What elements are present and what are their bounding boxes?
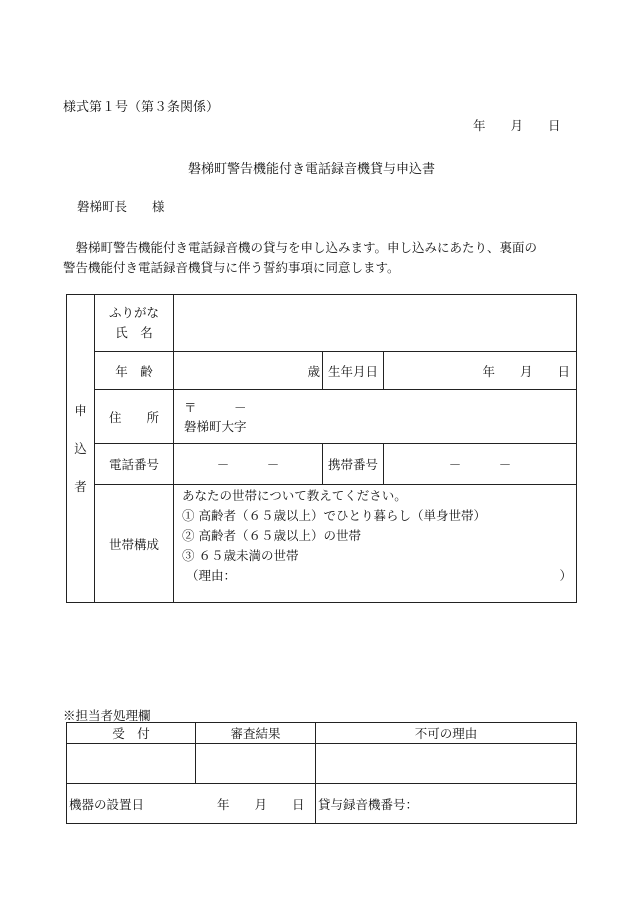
name-field[interactable]	[174, 295, 577, 352]
applicant-table	[66, 294, 577, 603]
addressee: 磐梯町長 様	[77, 199, 165, 214]
age-field[interactable]	[174, 352, 323, 390]
install-date-field[interactable]	[67, 784, 316, 824]
birth-date-field[interactable]	[384, 352, 577, 390]
name-label-cell	[95, 295, 174, 352]
device-number-field[interactable]	[316, 784, 577, 824]
review-header: 審査結果	[196, 723, 316, 744]
install-date-value: 年 月 日	[217, 796, 305, 812]
form-number: 様式第１号（第３条関係）	[63, 100, 220, 115]
address-label: 住 所	[95, 390, 174, 444]
reception-field[interactable]	[67, 744, 196, 784]
mobile-separators: － －	[448, 457, 512, 472]
page-title: 磐梯町警告機能付き電話録音機貸与申込書	[188, 162, 436, 177]
staff-section-title: ※担当者処理欄	[63, 708, 151, 723]
reason-close: ）	[559, 568, 573, 583]
furigana-label: ふりがな	[108, 305, 159, 320]
birth-date-label: 生年月日	[323, 352, 384, 390]
birth-date-placeholder: 年 月 日	[482, 363, 571, 379]
postal-code: 〒 －	[184, 399, 247, 415]
household-question: あなたの世帯について教えてください。	[182, 488, 407, 503]
staff-table	[66, 722, 577, 824]
household-label: 世帯構成	[95, 485, 174, 603]
name-label: 氏 名	[115, 325, 153, 340]
reason-header: 不可の理由	[316, 723, 577, 744]
rejection-reason-field[interactable]	[316, 744, 577, 784]
mobile-field[interactable]	[384, 444, 577, 485]
install-date-label: 機器の設置日	[69, 796, 145, 812]
address-field[interactable]	[174, 390, 577, 444]
phone-label: 電話番号	[95, 444, 174, 485]
age-label: 年 齢	[95, 352, 174, 390]
phone-separators: － －	[216, 457, 280, 472]
application-date: 年 月 日	[473, 118, 561, 133]
intro-line-1: 磐梯町警告機能付き電話録音機の貸与を申し込みます。申し込みにあたり、裏面の	[63, 240, 538, 255]
household-field	[174, 485, 577, 603]
mobile-label: 携帯番号	[323, 444, 384, 485]
address-prefix: 磐梯町大字	[184, 418, 247, 434]
device-number-label: 貸与録音機番号：	[318, 796, 419, 812]
review-field[interactable]	[196, 744, 316, 784]
reason-open: （理由：	[186, 568, 237, 583]
reason-line[interactable]	[182, 566, 576, 586]
applicant-side-label: 申 込 者	[67, 295, 95, 603]
intro-line-2: 警告機能付き電話録音機貸与に伴う誓約事項に同意します。	[63, 260, 400, 275]
household-option-1[interactable]: ① 高齢者（６５歳以上）でひとり暮らし（単身世帯）	[182, 508, 486, 523]
household-option-2[interactable]: ② 高齢者（６５歳以上）の世帯	[182, 528, 361, 543]
phone-field[interactable]	[174, 444, 323, 485]
reception-header: 受 付	[67, 723, 196, 744]
household-option-3[interactable]: ③ ６５歳未満の世帯	[182, 548, 299, 563]
age-unit: 歳	[307, 363, 320, 379]
